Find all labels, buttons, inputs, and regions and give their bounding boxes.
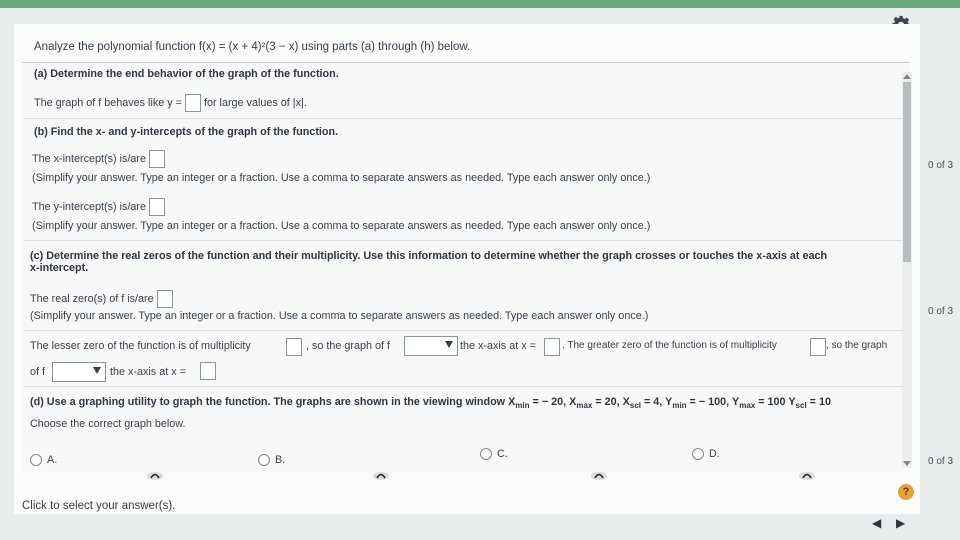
radio-button[interactable] — [480, 448, 492, 460]
divider — [24, 386, 904, 387]
xmin-value: = − 20, X — [529, 396, 577, 408]
so-the-graph-label: , so the graph — [826, 340, 888, 351]
divider — [24, 240, 904, 241]
scroll-thumb[interactable] — [903, 82, 911, 262]
radio-button[interactable] — [258, 454, 270, 466]
part-d-heading — [30, 396, 831, 410]
y-intercept-hint: (Simplify your answer. Type an integer or a fraction. Use a comma to separate answers as needed. Type each answer only once.) — [32, 220, 651, 232]
real-zeros-label: The real zero(s) of f is/are — [30, 292, 154, 305]
option-c-label: C. — [497, 448, 508, 460]
top-accent-bar — [0, 0, 960, 8]
lesser-zero-label: The lesser zero of the function is of multiplicity — [30, 340, 251, 352]
question-area — [22, 62, 910, 473]
x-intercept-label: The x-intercept(s) is/are — [32, 152, 146, 165]
scrollbar[interactable] — [902, 72, 912, 468]
option-d[interactable] — [692, 448, 720, 460]
chevron-down-icon — [93, 367, 101, 374]
xscl-value: = 4, Y — [641, 396, 673, 408]
greater-cross-touch-dropdown[interactable] — [52, 362, 106, 382]
x-intercept-input[interactable] — [149, 150, 165, 168]
greater-zero-label: . The greater zero of the function is of multiplicity — [562, 340, 777, 351]
xmax-value: = 20, X — [592, 396, 630, 408]
option-c[interactable] — [480, 448, 508, 460]
radio-button[interactable] — [692, 448, 704, 460]
help-icon[interactable]: ? — [898, 484, 914, 500]
option-b[interactable] — [258, 454, 285, 466]
prev-arrow-icon[interactable]: ◀ — [872, 516, 882, 530]
part-d-text: (d) Use a graphing utility to graph the function. The graphs are shown in the viewing window X — [30, 396, 516, 408]
divider — [24, 330, 904, 331]
ymax-value: = 100 Y — [755, 396, 796, 408]
option-a[interactable] — [30, 454, 57, 466]
graph-b-preview[interactable] — [372, 470, 390, 480]
y-intercept-label: The y-intercept(s) is/are — [32, 200, 146, 213]
part-a-label: The graph of f behaves like y = — [34, 96, 182, 109]
of-f-label: of f — [30, 366, 46, 378]
lesser-zero-x-input[interactable] — [544, 338, 560, 356]
option-b-label: B. — [275, 454, 286, 466]
xscl-sub: scl — [629, 401, 641, 411]
greater-multiplicity-input[interactable] — [810, 338, 826, 356]
lesser-cross-touch-dropdown[interactable] — [404, 336, 458, 356]
score-part-b: 0 of 3 — [928, 160, 954, 171]
end-behavior-input[interactable] — [185, 94, 201, 112]
real-zeros-input[interactable] — [157, 290, 173, 308]
part-a-heading: (a) Determine the end behavior of the graph of the function. — [34, 68, 339, 80]
x-intercept-line — [32, 150, 168, 168]
y-intercept-input[interactable] — [149, 198, 165, 216]
xmin-sub: min — [515, 401, 530, 411]
xmax-sub: max — [576, 401, 593, 411]
graph-a-preview[interactable] — [146, 470, 164, 480]
graph-of-f-label: , so the graph of f — [306, 340, 391, 352]
part-b-heading: (b) Find the x- and y-intercepts of the graph of the function. — [34, 126, 339, 138]
part-c-heading-1: (c) Determine the real zeros of the function and their multiplicity. Use this information to determine whether the graph crosses or touches the x-axis at each — [30, 250, 828, 262]
choose-graph-label: Choose the correct graph below. — [30, 418, 186, 430]
scroll-down-icon[interactable] — [903, 461, 911, 466]
greater-zero-x-input[interactable] — [200, 362, 216, 380]
axis-at-x-label: the x-axis at x = — [460, 340, 536, 352]
real-zeros-hint: (Simplify your answer. Type an integer or a fraction. Use a comma to separate answers as needed. Type each answer only once.) — [30, 310, 649, 322]
lesser-multiplicity-input[interactable] — [286, 338, 302, 356]
option-d-label: D. — [709, 448, 720, 460]
graph-c-preview[interactable] — [590, 470, 608, 480]
part-a-suffix: for large values of |x|. — [203, 96, 307, 109]
scroll-up-icon[interactable] — [903, 74, 911, 79]
ymax-sub: max — [739, 401, 756, 411]
divider — [24, 118, 904, 119]
click-to-select-label: Click to select your answer(s). — [22, 500, 176, 512]
yscl-sub: scl — [795, 401, 807, 411]
real-zeros-line — [30, 290, 176, 308]
radio-button[interactable] — [30, 454, 42, 466]
part-c-heading-2: x-intercept. — [30, 262, 89, 274]
chevron-down-icon — [445, 341, 453, 348]
part-a-line — [34, 94, 307, 112]
option-a-label: A. — [47, 454, 58, 466]
axis-at-x-label-2: the x-axis at x = — [110, 366, 186, 378]
ymin-value: = − 100, Y — [686, 396, 740, 408]
x-intercept-hint: (Simplify your answer. Type an integer or a fraction. Use a comma to separate answers as needed. Type each answer only once.) — [32, 172, 651, 184]
next-arrow-icon[interactable]: ▶ — [896, 516, 906, 530]
score-part-c: 0 of 3 — [928, 306, 954, 317]
graph-d-preview[interactable] — [798, 470, 816, 480]
yscl-value: = 10 — [806, 396, 831, 408]
score-part-d: 0 of 3 — [928, 456, 954, 467]
question-title: Analyze the polynomial function f(x) = (x + 4)²(3 − x) using parts (a) through (h) below. — [34, 41, 471, 53]
y-intercept-line — [32, 198, 168, 216]
ymin-sub: min — [672, 401, 687, 411]
